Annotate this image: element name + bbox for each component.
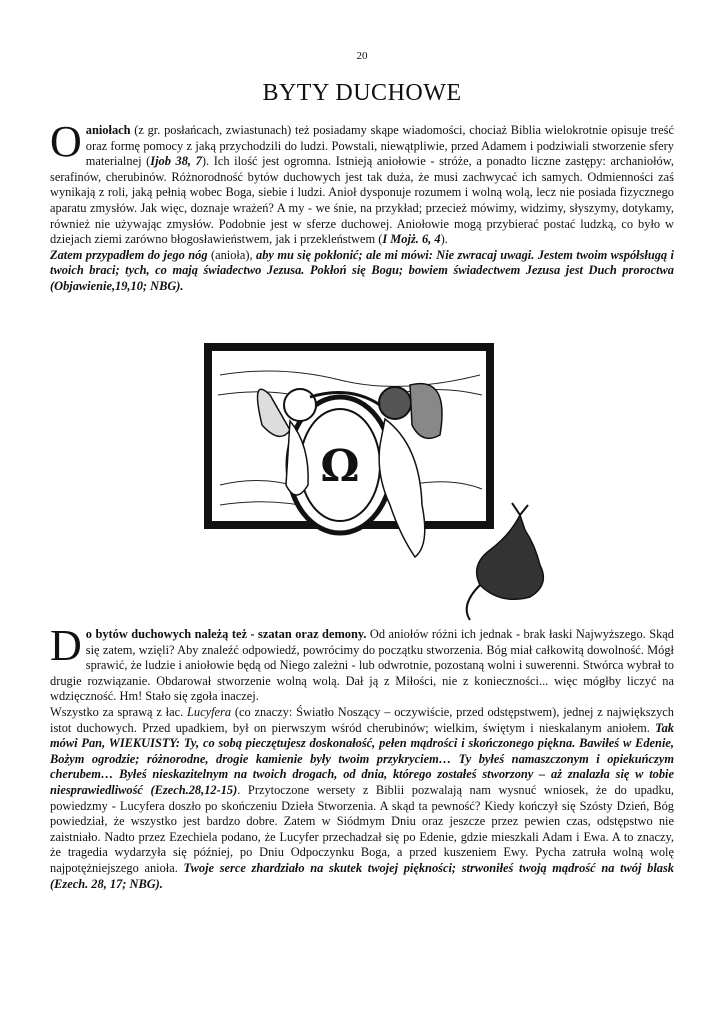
text-run: . Przytoczone wersety z Biblii pozwalają nam wysnuć wniosek, że do upadku, powiedzmy - Lucyfera doszło po skończeniu Dzieła Stworzenia. A skąd ta pewność? Kiedy kończył się Szósty Dzień, Bóg powiedział, że wszystko jest bardzo dobre. Zatem w Siódmym Dniu oraz jeszcze przez pewien czas, odstępstwo nie zaistniało. Nadto przez Ezechiela podano, że Lucyfer przechadzał się po Edenie, gdzie mieszkali Adam i Ewa. A to znaczy, że tragedia wydarzyła się później, po Dniu Odpoczynku Boga, a przed kuszeniem Ewy. Pycha zatruła wolną wolę najpotężniejszego anioła.	[50, 782, 674, 875]
cherub-right	[379, 387, 411, 419]
quote-run: Twoje serce zhardziało na skutek twojej piękności; strwoniłeś twoją mądrość na twój blask (Ezech. 28, 17; NBG).	[50, 860, 674, 891]
cherubs-illustration	[190, 335, 590, 625]
lead-word: aniołach	[85, 123, 131, 137]
falling-figure	[467, 503, 544, 620]
lead-phrase: o bytów duchowych należą też - szatan oraz demony.	[85, 627, 367, 641]
quote-run: aby mu się pokłonić; ale mi mówi: Nie zwracaj uwagi. Jestem twoim współsługą i twoich braci; tych, co mają świadectwo Jezusa. Pokłoń się Bogu; bowiem świadectwem Jezusa jest Duch proroctwa (Objawienie,19,10; NBG).	[50, 247, 674, 293]
text-run: (anioła),	[207, 247, 257, 262]
bible-ref: I Mojż. 6, 4	[382, 232, 441, 247]
quote-run: Zatem przypadłem do jego nóg	[50, 247, 208, 262]
text-run: ).	[440, 232, 448, 247]
quote-run: Tak mówi Pan, WIEKUISTY: Ty, co sobą pieczętujesz doskonałość, pełen mądrości i skończonego piękna. Bawiłeś w Edenie, Bożym ogrodzie; różnorodne, drogie kamienie były twoim przykryciem… Ty byłeś namaszczonym i opiekuńczym cherubem… Byłeś nieskazitelnym na twoich drogach, od dnia, którego zostałeś stworzony – aż znalazła się w tobie niesprawiedliwość (Ezech.28,12-15)	[50, 720, 674, 797]
text-run: (co znaczy: Światło Noszący – oczywiście, przed odstępstwem), jednej z największych istot duchowych. Przed upadkiem, był on pierwszym wśród cherubinów; wielkim, świętym i nieskalanym aniołem.	[50, 704, 675, 735]
paragraph-angels	[50, 117, 674, 295]
text-run: ). Ich ilość jest ogromna. Istnieją aniołowie - stróże, a ponadto liczne zastępy: archaniołów, serafinów, cherubinów. Różnorodność bytów duchowych jest tak duża, że musi zachwycać ich samych. Odmienności zaś wynikają z roli, jaką pełnią wobec Boga, siebie i ludzi. Anioł dysponuje rozumem i wolną wolą, lecz nie posiada fizycznego aparatu zmysłów. Jak więc, doznaje wrażeń? A my - we śnie, na przykład; przecież mówimy, widzimy, słyszymy, dotykamy, również nie używając zmysłów. Podobnie jest w sferze duchowej. Aniołowie mogą przybierać postać ludzką, co było w dziejach ziemi zarówno błogosławieństwem, jak i przekleństwem (	[50, 154, 674, 247]
cherub-left	[284, 389, 316, 421]
bible-ref: Ijob 38, 7	[150, 154, 202, 169]
text-run: Wszystko za sprawą z łac.	[50, 704, 187, 719]
text-run: (z gr. posłańcach, zwiastunach) też posiadamy skąpe wiadomości, chociaż Biblia wielokrotnie opisuje treść oraz formę pomocy z jaką przychodzili do ludzi. Powstali, niewątpliwie, przed Adamem i podziwiali stworzenie sfery materialnej (	[85, 123, 674, 169]
name-lucyfer: Lucyfera	[187, 704, 232, 719]
text-run: Od aniołów różni ich jednak - brak łaski Najwyższego. Skąd się zatem, wzięli? Aby znaleźć odpowiedź, powrócimy do początku stworzenia. Bóg miał całkowitą dowolność. Mógł sprawić, że ludzie i aniołowie będą od Niego zależni - lub odwrotnie, pozostaną wolni i suwerenni. Stwórca wybrał to drugie rozwiązanie. Obdarował stworzenie wolną wolą. Dał ją z Miłości, nie z konieczności... więc mógłby liczyć na wdzięczność. Hm! Stało się zgoła inaczej.	[50, 627, 674, 704]
paragraph-demons	[50, 621, 675, 892]
omega-emblem: Ω	[320, 441, 360, 492]
page-title: BYTY DUCHOWE	[262, 80, 462, 106]
dropcap-d: D	[50, 621, 82, 670]
dropcap-o: O	[50, 117, 82, 166]
page-number: 20	[356, 50, 368, 62]
